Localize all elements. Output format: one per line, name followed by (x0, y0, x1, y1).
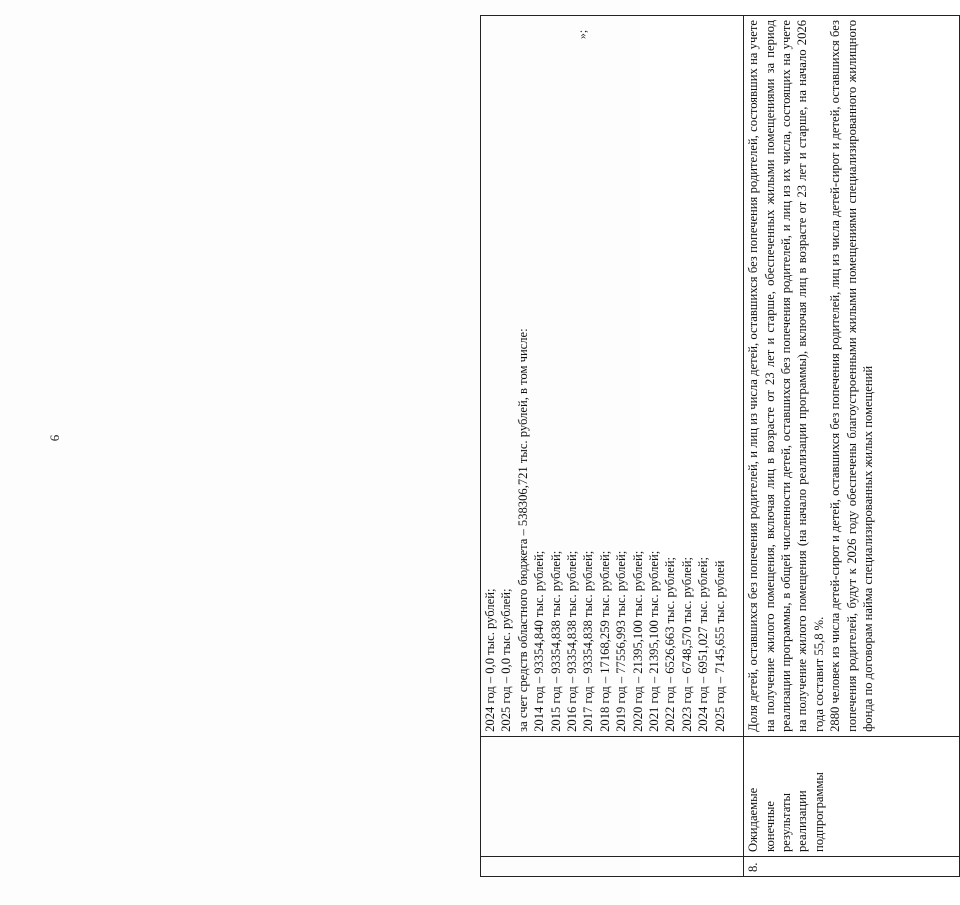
funding-line: 2018 год – 17168,259 тыс. рублей; (597, 550, 612, 732)
page-number: 6 (47, 434, 62, 442)
funding-line: 2021 год – 21395,100 тыс. рублей; (647, 550, 662, 732)
funding-line: 2016 год – 93354,838 тыс. рублей; (565, 550, 580, 732)
funding-line: 2024 год – 6951,027 тыс. рублей; (696, 557, 711, 732)
funding-line: 2024 год – 0,0 тыс. рублей; (483, 588, 497, 732)
funding-line: 2017 год – 93354,838 тыс. рублей; (581, 550, 596, 732)
funding-line: 2015 год – 93354,838 тыс. рублей; (548, 550, 563, 732)
row-name-cell: Ожидаемые конечные результаты реализации подпрограммы (744, 736, 960, 856)
funding-line: 2019 год – 77556,993 тыс. рублей; (614, 550, 629, 732)
funding-content-cell (481, 16, 744, 737)
program-passport-table (480, 15, 960, 877)
funding-line: 2020 год – 21395,100 тыс. рублей; (630, 550, 645, 732)
row-number-cell (481, 856, 744, 876)
row-number-cell: 8. (744, 856, 960, 876)
funding-line: за счет средств областного бюджета – 538306,721 тыс. рублей, в том числе: (515, 328, 530, 732)
table-row-funding (481, 16, 744, 877)
results-paragraph-count: 2880 человек из числа детей-сирот и детей, оставшихся без попечения родителей, лиц из числа детей-сирот и детей, оставшихся без попечения родителей, будут к 2026 году обеспечены благоустроенными жилыми помещениями специализированного жилищного фонда по договорам найма специализированных жилых помещений (828, 20, 875, 732)
row-name-cell (481, 736, 744, 856)
funding-line: 2025 год – 0,0 тыс. рублей; (499, 588, 514, 732)
results-paragraph-share: Доля детей, оставшихся без попечения родителей, и лиц из числа детей, оставшихся без попечения родителей, состоявших на учете на получение жилого помещения, включая лиц в возрасте от 23 лет и старше, обеспеченных жилыми помещениями за период реализации программы, в общей численности детей, оставшихся без попечения родителей, и лиц из их числа, состоящих на учете на получение жилого помещения (на начало реализации программы), включая лиц в возрасте от 23 лет и старше, на начало 2026 года составит 55,8 %. (746, 20, 826, 732)
funding-line: 2023 год – 6748,570 тыс. рублей; (679, 557, 694, 732)
results-content-cell (744, 16, 960, 737)
closing-quote: »; (575, 29, 590, 40)
funding-line: 2022 год – 6526,663 тыс. рублей; (663, 557, 678, 732)
funding-line: 2014 год – 93354,840 тыс. рублей; (532, 550, 547, 732)
table-row-expected-results (744, 16, 960, 877)
funding-line: 2025 год – 7145,655 тыс. рублей (712, 560, 727, 732)
